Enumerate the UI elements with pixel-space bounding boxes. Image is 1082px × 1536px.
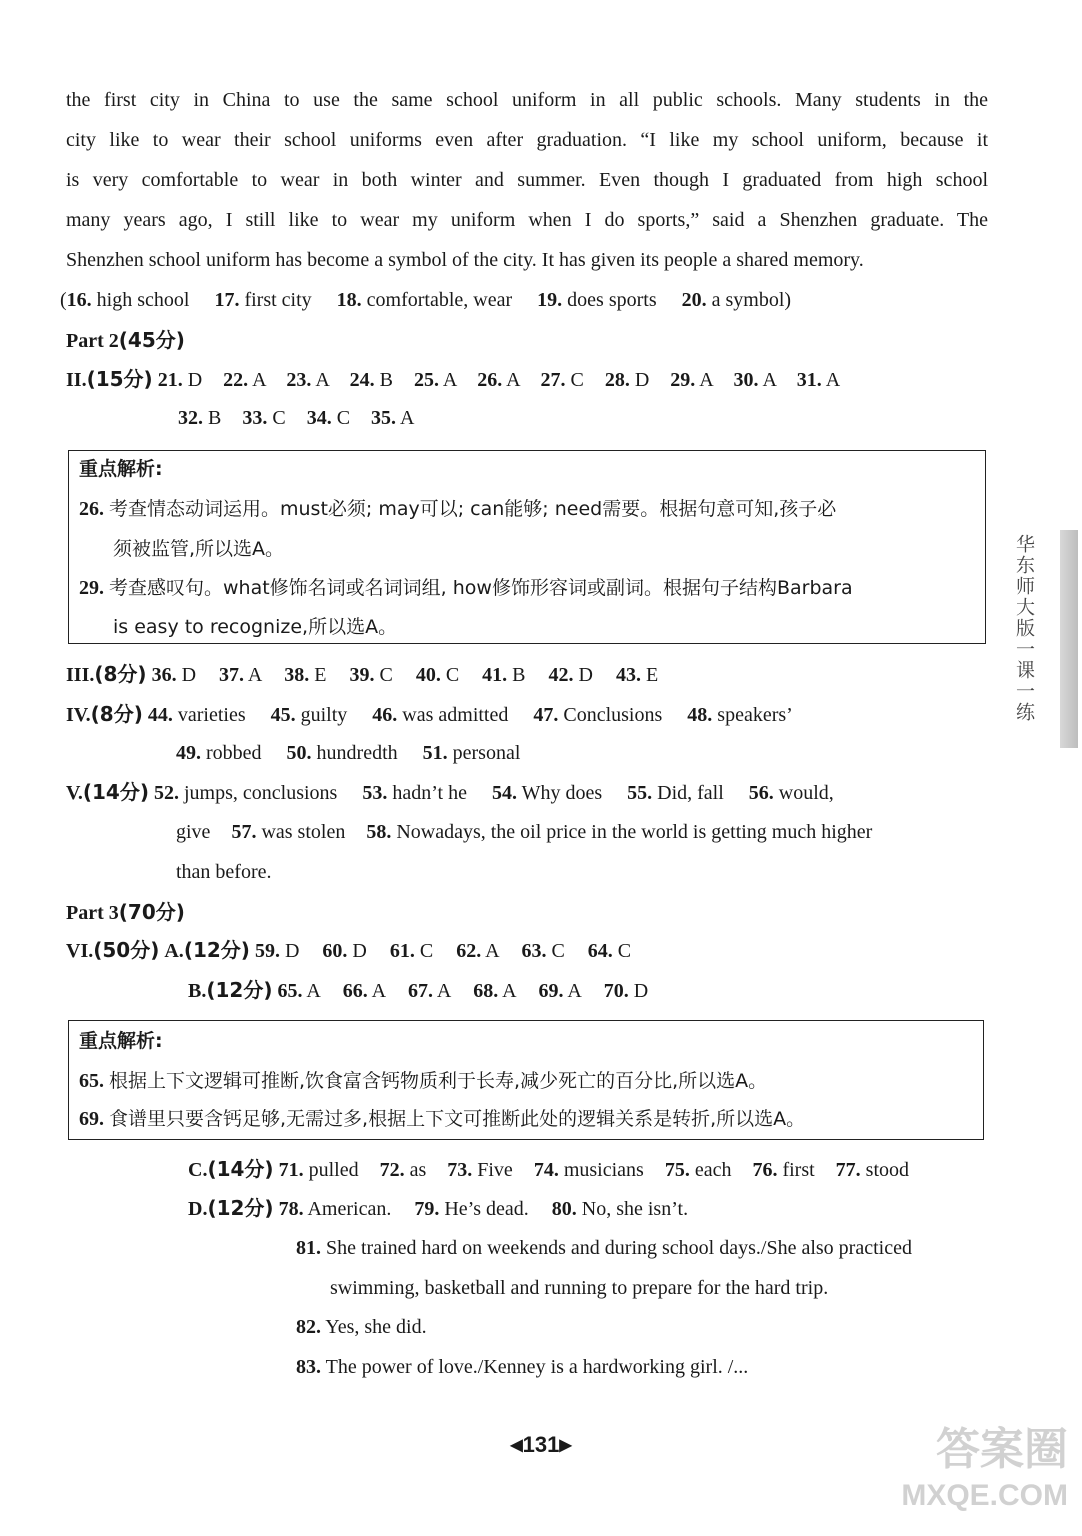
answer-text: A <box>436 980 451 1002</box>
answer-text: personal <box>452 742 521 764</box>
section-v-row2 <box>176 820 872 844</box>
section-vi-b <box>188 978 648 1003</box>
section-label: V. <box>66 782 83 804</box>
answer-number: 20. <box>681 289 707 311</box>
answer-81-line2: swimming, basketball and running to prepare for the hard trip. <box>330 1277 829 1299</box>
answer-number: 65. <box>277 980 303 1002</box>
answer-number: 32. <box>178 407 203 429</box>
analysis-item-69 <box>79 1107 805 1131</box>
answer-number: 40. <box>415 664 441 686</box>
answer-number: 27. <box>540 369 566 391</box>
blanks-answers <box>60 288 791 312</box>
subsection-score: (12分) <box>206 978 273 1002</box>
answer-number: 38. <box>284 664 310 686</box>
section-vi-a <box>66 938 631 963</box>
analysis-item-26 <box>79 497 836 521</box>
analysis-item-29 <box>79 576 853 600</box>
answer-text: give <box>176 821 211 843</box>
open-paren: ( <box>60 289 67 311</box>
answer-number: 45. <box>270 704 296 726</box>
answer-number: 74. <box>533 1159 559 1181</box>
answer-number: 76. <box>752 1159 778 1181</box>
section-vi-d <box>188 1196 688 1221</box>
analysis-text: 考查感叹句。what修饰名词或名词词组, how修饰形容词或副词。根据句子结构Barbara <box>109 577 853 599</box>
answer-text: A <box>315 369 329 391</box>
answer-text: B <box>208 407 222 429</box>
answer-number: 47. <box>533 704 559 726</box>
section-iv-row1 <box>66 702 793 727</box>
answer-text: stood <box>865 1159 910 1181</box>
answer-83 <box>296 1355 748 1379</box>
answer-number: 31. <box>796 369 822 391</box>
part2-heading <box>66 328 185 353</box>
analysis-text: 考查情态动词运用。must必须; may可以; can能够; need需要。根据句意可知,孩子必 <box>109 498 837 520</box>
answer-text: A <box>825 369 841 391</box>
answer-number: 82. <box>296 1316 321 1338</box>
answer-text: E <box>314 664 327 686</box>
answer-number: 52. <box>154 782 179 804</box>
answer-number: 54. <box>491 782 517 804</box>
answer-text: would, <box>778 782 834 804</box>
answer-text: A <box>252 369 266 391</box>
answer-number: 56. <box>748 782 774 804</box>
answer-number: 67. <box>407 980 433 1002</box>
answer-text: A <box>371 980 385 1002</box>
answer-text: hadn’t he <box>392 782 467 804</box>
answer-text: varieties <box>177 704 246 726</box>
subsection-label: D. <box>188 1198 208 1220</box>
left-triangle-icon: ◀ <box>510 1437 523 1454</box>
answer-number: 81. <box>296 1237 321 1259</box>
answer-number: 34. <box>306 407 332 429</box>
answer-text: A <box>699 369 713 391</box>
section-v-row1 <box>66 780 834 805</box>
analysis-number: 69. <box>79 1108 104 1130</box>
subsection-score: (12分) <box>183 938 250 962</box>
answer-number: 22. <box>223 369 249 391</box>
passage-line-2: city like to wear their school uniforms even after graduation. “I like my school uniform, because it <box>66 129 988 151</box>
answer-number: 36. <box>151 664 177 686</box>
answer-number: 28. <box>604 369 630 391</box>
answer-number: 24. <box>349 369 375 391</box>
passage-line-1: the first city in China to use the same school uniform in all public schools. Many students in the <box>66 89 988 111</box>
answer-number: 60. <box>322 940 348 962</box>
answer-number: 63. <box>521 940 547 962</box>
answer-text: C <box>419 940 434 962</box>
answer-number: 70. <box>603 980 629 1002</box>
answer-number: 80. <box>551 1198 577 1220</box>
answer-number: 48. <box>687 704 713 726</box>
page-number-text: 131 <box>522 1432 560 1457</box>
answer-text: D <box>284 940 300 962</box>
answer-text: He’s dead. <box>444 1198 529 1220</box>
section-label: III. <box>66 664 95 686</box>
part-score: (45分) <box>118 328 185 352</box>
side-tab-bar <box>1060 530 1078 748</box>
analysis-text: 食谱里只要含钙足够,无需过多,根据上下文可推断此处的逻辑关系是转折,所以选A。 <box>109 1108 806 1130</box>
answer-text: Five <box>477 1159 513 1181</box>
part-title: Part 3 <box>66 902 119 924</box>
section-label: II. <box>66 369 87 391</box>
answer-number: 41. <box>482 664 508 686</box>
part3-heading <box>66 900 185 925</box>
answer-text: Nowadays, the oil price in the world is getting much higher <box>396 821 873 843</box>
section-score: (8分) <box>94 662 147 686</box>
answer-text: robbed <box>206 742 262 764</box>
answer-number: 26. <box>477 369 503 391</box>
answer-number: 25. <box>414 369 439 391</box>
answer-text: hundredth <box>316 742 398 764</box>
answer-text: first city <box>244 289 312 311</box>
answer-text: A <box>502 980 516 1002</box>
answer-text: Conclusions <box>563 704 663 726</box>
answer-text: D <box>634 369 650 391</box>
answer-number: 50. <box>286 742 312 764</box>
section-score: (8分) <box>90 702 143 726</box>
passage-line-3: is very comfortable to wear in both winter and summer. Even though I graduated from high school <box>66 169 988 191</box>
answer-number: 73. <box>447 1159 473 1181</box>
subsection-score: (12分) <box>207 1196 274 1220</box>
answer-text: B <box>512 664 526 686</box>
answer-number: 51. <box>422 742 448 764</box>
section-score: (14分) <box>82 780 149 804</box>
analysis-box-2 <box>68 1020 984 1140</box>
answer-number: 75. <box>664 1159 690 1181</box>
answer-number: 19. <box>537 289 563 311</box>
answer-text: D <box>187 369 203 391</box>
answer-text: C <box>570 369 584 391</box>
analysis-text: 根据上下文逻辑可推断,饮食富含钙物质利于长寿,减少死亡的百分比,所以选A。 <box>109 1070 768 1092</box>
answer-text: high school <box>96 289 190 311</box>
answer-text: Why does <box>521 782 603 804</box>
answer-text: each <box>694 1159 732 1181</box>
answer-text: D <box>633 980 649 1002</box>
answer-text: B <box>379 369 393 391</box>
right-triangle-icon: ▶ <box>559 1437 572 1454</box>
analysis-text-cont: 须被监管,所以选A。 <box>113 538 285 560</box>
close-paren: ) <box>784 289 792 311</box>
answer-number: 62. <box>456 940 482 962</box>
answer-number: 53. <box>362 782 388 804</box>
answer-text: pulled <box>308 1159 359 1181</box>
answer-text: D <box>352 940 367 962</box>
analysis-number: 65. <box>79 1070 104 1092</box>
answer-text: was stolen <box>261 821 346 843</box>
answer-number: 18. <box>336 289 362 311</box>
answer-number: 68. <box>473 980 499 1002</box>
answer-text: The power of love./Kenney is a hardworking girl. /... <box>325 1356 749 1378</box>
answer-text: C <box>272 407 286 429</box>
answer-text: A <box>442 369 457 391</box>
answer-number: 37. <box>219 664 245 686</box>
answer-text: D <box>181 664 197 686</box>
answer-number: 43. <box>615 664 641 686</box>
answer-number: 55. <box>627 782 653 804</box>
answer-text: A <box>399 407 415 429</box>
answer-text: C <box>551 940 565 962</box>
passage-line-4: many years ago, I still like to wear my uniform when I do sports,” said a Shenzhen graduate. The <box>66 209 988 231</box>
answer-number: 49. <box>176 742 201 764</box>
subsection-label: C. <box>188 1159 208 1181</box>
answer-number: 79. <box>414 1198 440 1220</box>
answer-text: C <box>336 407 351 429</box>
answer-text: guilty <box>300 704 348 726</box>
section-vi-c <box>188 1157 909 1182</box>
analysis-heading: 重点解析: <box>79 1030 163 1052</box>
side-tab-label: 华东师大版一课一练 <box>1013 534 1035 723</box>
section-label: IV. <box>66 704 91 726</box>
analysis-text-cont: is easy to recognize,所以选A。 <box>113 616 398 638</box>
answer-text: musicians <box>563 1159 644 1181</box>
answer-text: American. <box>307 1198 392 1220</box>
answer-number: 35. <box>371 407 397 429</box>
answer-81-line1 <box>296 1236 912 1260</box>
answer-number: 59. <box>254 940 280 962</box>
answer-text: A <box>247 664 262 686</box>
subsection-score: (14分) <box>207 1157 274 1181</box>
analysis-heading: 重点解析: <box>79 458 163 480</box>
answer-number: 21. <box>157 369 183 391</box>
section-score: (50分) <box>93 938 160 962</box>
watermark-line1: 答案圈 <box>936 1424 1068 1475</box>
answer-number: 77. <box>835 1159 861 1181</box>
answer-number: 23. <box>286 369 312 391</box>
analysis-number: 29. <box>79 577 104 599</box>
answer-text: a symbol <box>711 289 785 311</box>
answer-number: 30. <box>733 369 759 391</box>
watermark-line2: MXQE.COM <box>901 1479 1068 1512</box>
answer-text: was admitted <box>402 704 509 726</box>
subsection-label: A. <box>164 940 184 962</box>
answer-number: 29. <box>670 369 696 391</box>
section-iii <box>66 662 658 687</box>
answer-number: 83. <box>296 1356 321 1378</box>
section-ii-row2 <box>178 406 414 430</box>
answer-number: 42. <box>548 664 574 686</box>
answer-text: A <box>506 369 520 391</box>
answer-number: 66. <box>342 980 368 1002</box>
answer-number: 69. <box>538 980 564 1002</box>
answer-text: does sports <box>567 289 657 311</box>
answer-text: C <box>445 664 460 686</box>
answer-text: E <box>645 664 659 686</box>
answer-number: 71. <box>278 1159 304 1181</box>
answer-text: C <box>379 664 393 686</box>
section-v-row3: than before. <box>176 861 272 883</box>
answer-text: She trained hard on weekends and during school days./She also practiced <box>326 1237 912 1259</box>
answer-number: 57. <box>231 821 257 843</box>
answer-number: 61. <box>389 940 415 962</box>
answer-text: No, she isn’t. <box>581 1198 689 1220</box>
answer-text: A <box>762 369 776 391</box>
part-score: (70分) <box>118 900 185 924</box>
answer-text: comfortable, wear <box>366 289 513 311</box>
answer-text: Did, fall <box>657 782 724 804</box>
answer-number: 72. <box>379 1159 405 1181</box>
answer-text: jumps, conclusions <box>184 782 338 804</box>
watermark-logo <box>868 1422 1068 1532</box>
answer-text: A <box>306 980 320 1002</box>
answer-text: C <box>617 940 632 962</box>
side-tab <box>1000 530 1082 748</box>
answer-number: 16. <box>66 289 92 311</box>
section-iv-row2 <box>176 741 520 765</box>
answer-text: A <box>485 940 499 962</box>
section-label: VI. <box>66 940 94 962</box>
answer-number: 39. <box>349 664 375 686</box>
subsection-label: B. <box>188 980 207 1002</box>
answer-number: 78. <box>278 1198 304 1220</box>
answer-text: speakers’ <box>717 704 793 726</box>
answer-number: 17. <box>214 289 240 311</box>
answer-text: first <box>782 1159 815 1181</box>
passage-line-5: Shenzhen school uniform has become a symbol of the city. It has given its people a shared memory. <box>66 249 864 271</box>
answer-number: 33. <box>242 407 268 429</box>
analysis-number: 26. <box>79 498 104 520</box>
section-score: (15分) <box>86 367 153 391</box>
answer-number: 64. <box>587 940 613 962</box>
answer-text: as <box>409 1159 427 1181</box>
answer-text: A <box>567 980 581 1002</box>
section-ii-row1 <box>66 367 840 392</box>
answer-text: Yes, she did. <box>325 1316 427 1338</box>
part-title: Part 2 <box>66 330 119 352</box>
answer-text: D <box>578 664 593 686</box>
answer-number: 44. <box>147 704 173 726</box>
analysis-box-1 <box>68 450 986 644</box>
answer-82 <box>296 1315 427 1339</box>
analysis-item-65 <box>79 1069 767 1093</box>
answer-number: 58. <box>366 821 392 843</box>
answer-number: 46. <box>372 704 398 726</box>
